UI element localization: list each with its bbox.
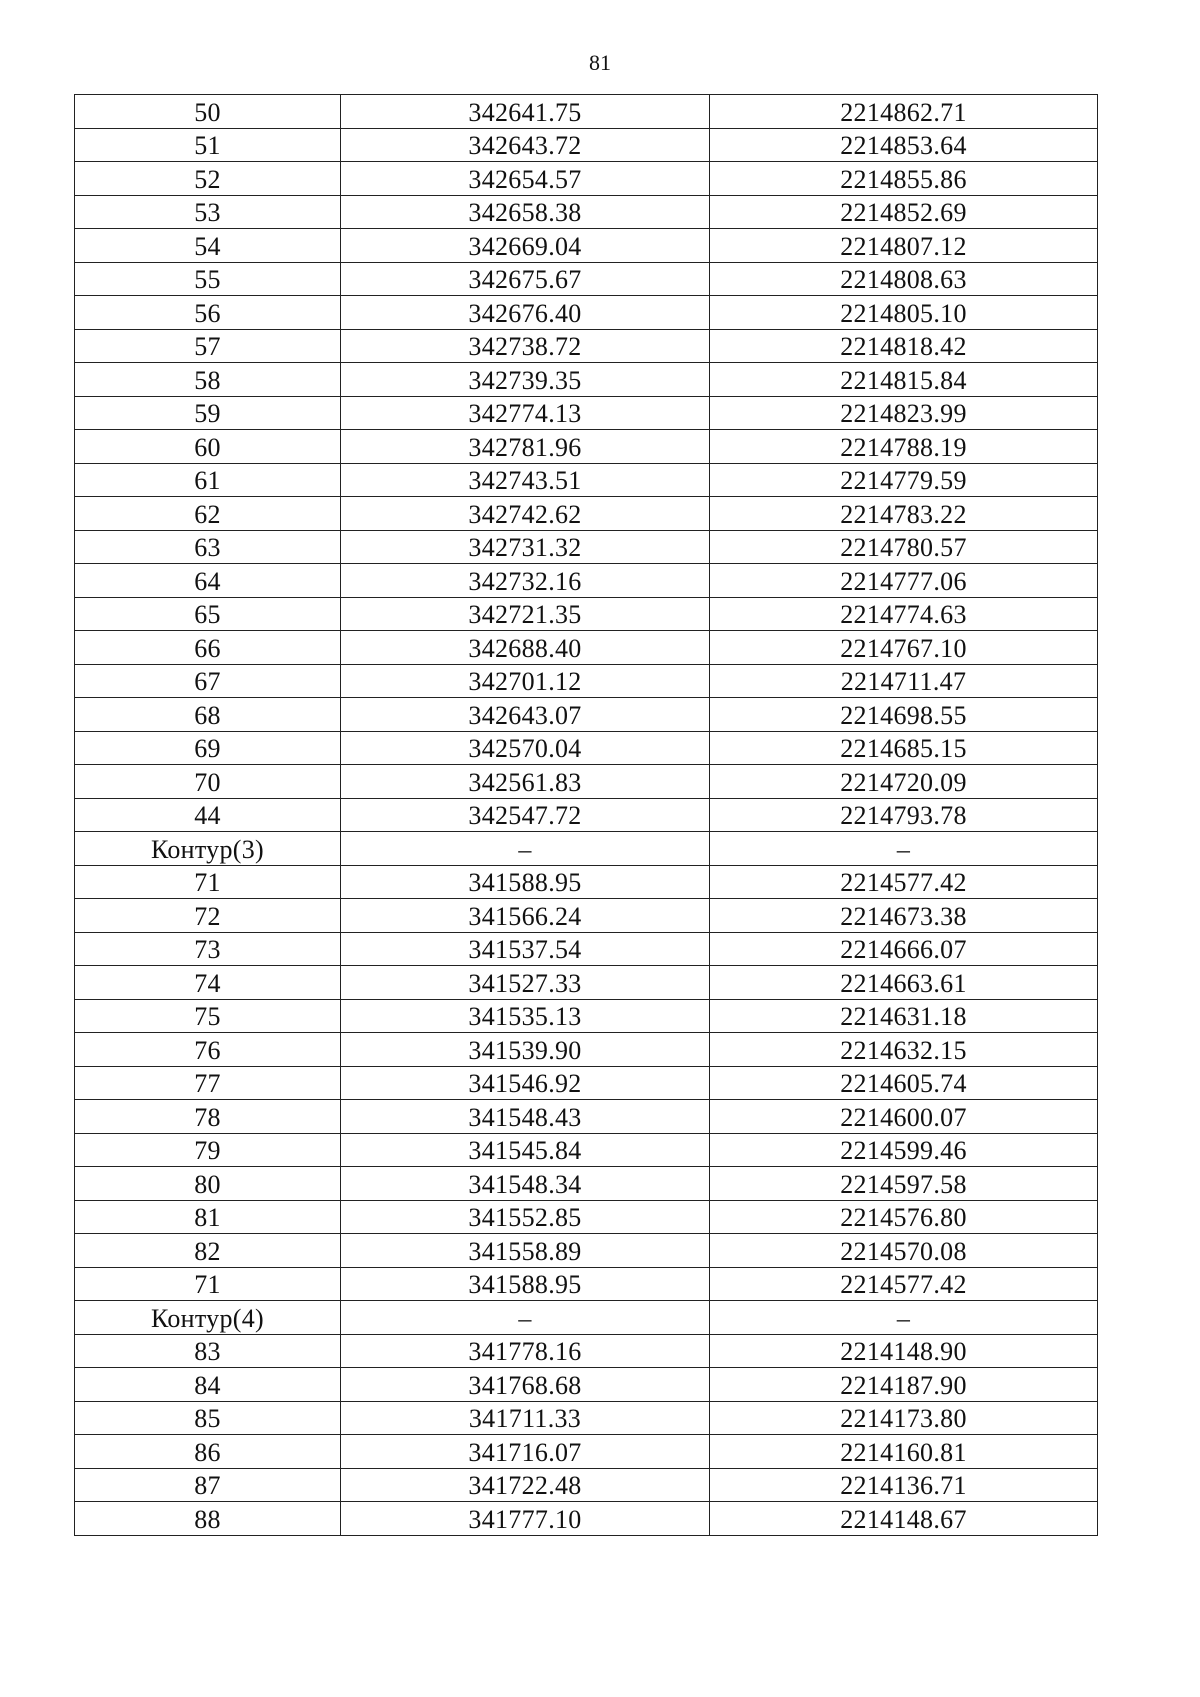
point-number-cell: 61 bbox=[75, 463, 341, 497]
point-number-cell: Контур(4) bbox=[75, 1301, 341, 1335]
table-row bbox=[75, 1033, 1098, 1067]
point-number-cell: 53 bbox=[75, 195, 341, 229]
point-number-cell: 57 bbox=[75, 329, 341, 363]
y-coordinate-cell: 2214783.22 bbox=[710, 497, 1098, 531]
y-coordinate-cell: 2214774.63 bbox=[710, 597, 1098, 631]
table-row bbox=[75, 865, 1098, 899]
x-coordinate-cell: 342732.16 bbox=[341, 564, 710, 598]
y-coordinate-cell: 2214148.90 bbox=[710, 1334, 1098, 1368]
y-coordinate-cell: 2214577.42 bbox=[710, 865, 1098, 899]
table-row bbox=[75, 128, 1098, 162]
table-row bbox=[75, 966, 1098, 1000]
point-number-cell: 54 bbox=[75, 229, 341, 263]
point-number-cell: 50 bbox=[75, 95, 341, 129]
point-number-cell: 71 bbox=[75, 865, 341, 899]
table-row bbox=[75, 329, 1098, 363]
page-number: 81 bbox=[589, 50, 611, 75]
point-number-cell: 64 bbox=[75, 564, 341, 598]
y-coordinate-cell: 2214570.08 bbox=[710, 1234, 1098, 1268]
table-row bbox=[75, 1435, 1098, 1469]
point-number-cell: 76 bbox=[75, 1033, 341, 1067]
y-coordinate-cell: 2214807.12 bbox=[710, 229, 1098, 263]
y-coordinate-cell: 2214818.42 bbox=[710, 329, 1098, 363]
y-coordinate-cell: 2214673.38 bbox=[710, 899, 1098, 933]
y-coordinate-cell: – bbox=[710, 832, 1098, 866]
point-number-cell: 73 bbox=[75, 932, 341, 966]
x-coordinate-cell: 341588.95 bbox=[341, 865, 710, 899]
y-coordinate-cell: 2214780.57 bbox=[710, 530, 1098, 564]
point-number-cell: 66 bbox=[75, 631, 341, 665]
point-number-cell: 75 bbox=[75, 999, 341, 1033]
point-number-cell: 71 bbox=[75, 1267, 341, 1301]
table-row bbox=[75, 631, 1098, 665]
x-coordinate-cell: 342654.57 bbox=[341, 162, 710, 196]
y-coordinate-cell: – bbox=[710, 1301, 1098, 1335]
point-number-cell: 52 bbox=[75, 162, 341, 196]
table-row bbox=[75, 497, 1098, 531]
point-number-cell: 56 bbox=[75, 296, 341, 330]
x-coordinate-cell: 342658.38 bbox=[341, 195, 710, 229]
point-number-cell: 70 bbox=[75, 765, 341, 799]
y-coordinate-cell: 2214632.15 bbox=[710, 1033, 1098, 1067]
y-coordinate-cell: 2214808.63 bbox=[710, 262, 1098, 296]
table-row bbox=[75, 798, 1098, 832]
y-coordinate-cell: 2214187.90 bbox=[710, 1368, 1098, 1402]
table-row bbox=[75, 262, 1098, 296]
y-coordinate-cell: 2214805.10 bbox=[710, 296, 1098, 330]
coordinates-table bbox=[74, 94, 1098, 1536]
table-row bbox=[75, 1334, 1098, 1368]
x-coordinate-cell: 341537.54 bbox=[341, 932, 710, 966]
point-number-cell: 58 bbox=[75, 363, 341, 397]
x-coordinate-cell: 342688.40 bbox=[341, 631, 710, 665]
point-number-cell: 74 bbox=[75, 966, 341, 1000]
point-number-cell: 59 bbox=[75, 396, 341, 430]
table-row bbox=[75, 1066, 1098, 1100]
table-row bbox=[75, 1200, 1098, 1234]
y-coordinate-cell: 2214631.18 bbox=[710, 999, 1098, 1033]
table-row bbox=[75, 463, 1098, 497]
point-number-cell: 78 bbox=[75, 1100, 341, 1134]
x-coordinate-cell: 341552.85 bbox=[341, 1200, 710, 1234]
table-row bbox=[75, 1267, 1098, 1301]
table-row bbox=[75, 1301, 1098, 1335]
x-coordinate-cell: 341558.89 bbox=[341, 1234, 710, 1268]
table-row bbox=[75, 698, 1098, 732]
table-row bbox=[75, 363, 1098, 397]
table-row bbox=[75, 731, 1098, 765]
y-coordinate-cell: 2214855.86 bbox=[710, 162, 1098, 196]
y-coordinate-cell: 2214666.07 bbox=[710, 932, 1098, 966]
x-coordinate-cell: 341778.16 bbox=[341, 1334, 710, 1368]
table-row bbox=[75, 396, 1098, 430]
point-number-cell: 83 bbox=[75, 1334, 341, 1368]
x-coordinate-cell: 341545.84 bbox=[341, 1133, 710, 1167]
table-row bbox=[75, 162, 1098, 196]
y-coordinate-cell: 2214720.09 bbox=[710, 765, 1098, 799]
x-coordinate-cell: 341566.24 bbox=[341, 899, 710, 933]
x-coordinate-cell: 342721.35 bbox=[341, 597, 710, 631]
table-row bbox=[75, 899, 1098, 933]
y-coordinate-cell: 2214777.06 bbox=[710, 564, 1098, 598]
x-coordinate-cell: 342739.35 bbox=[341, 363, 710, 397]
x-coordinate-cell: 341588.95 bbox=[341, 1267, 710, 1301]
x-coordinate-cell: 342570.04 bbox=[341, 731, 710, 765]
y-coordinate-cell: 2214600.07 bbox=[710, 1100, 1098, 1134]
point-number-cell: 82 bbox=[75, 1234, 341, 1268]
x-coordinate-cell: 342738.72 bbox=[341, 329, 710, 363]
point-number-cell: 77 bbox=[75, 1066, 341, 1100]
x-coordinate-cell: 341548.43 bbox=[341, 1100, 710, 1134]
y-coordinate-cell: 2214767.10 bbox=[710, 631, 1098, 665]
table-row bbox=[75, 564, 1098, 598]
x-coordinate-cell: 342701.12 bbox=[341, 664, 710, 698]
y-coordinate-cell: 2214576.80 bbox=[710, 1200, 1098, 1234]
table-row bbox=[75, 999, 1098, 1033]
point-number-cell: 84 bbox=[75, 1368, 341, 1402]
point-number-cell: 85 bbox=[75, 1401, 341, 1435]
point-number-cell: 67 bbox=[75, 664, 341, 698]
y-coordinate-cell: 2214853.64 bbox=[710, 128, 1098, 162]
x-coordinate-cell: 342731.32 bbox=[341, 530, 710, 564]
x-coordinate-cell: 341722.48 bbox=[341, 1468, 710, 1502]
point-number-cell: 69 bbox=[75, 731, 341, 765]
point-number-cell: 44 bbox=[75, 798, 341, 832]
table-row bbox=[75, 430, 1098, 464]
y-coordinate-cell: 2214605.74 bbox=[710, 1066, 1098, 1100]
x-coordinate-cell: 341548.34 bbox=[341, 1167, 710, 1201]
x-coordinate-cell: 342561.83 bbox=[341, 765, 710, 799]
table-row bbox=[75, 597, 1098, 631]
table-row bbox=[75, 664, 1098, 698]
table-row bbox=[75, 832, 1098, 866]
table-row bbox=[75, 1468, 1098, 1502]
y-coordinate-cell: 2214663.61 bbox=[710, 966, 1098, 1000]
point-number-cell: 80 bbox=[75, 1167, 341, 1201]
y-coordinate-cell: 2214148.67 bbox=[710, 1502, 1098, 1536]
x-coordinate-cell: 342743.51 bbox=[341, 463, 710, 497]
y-coordinate-cell: 2214685.15 bbox=[710, 731, 1098, 765]
table-row bbox=[75, 1234, 1098, 1268]
table-row bbox=[75, 229, 1098, 263]
point-number-cell: 63 bbox=[75, 530, 341, 564]
x-coordinate-cell: 342781.96 bbox=[341, 430, 710, 464]
point-number-cell: 55 bbox=[75, 262, 341, 296]
y-coordinate-cell: 2214711.47 bbox=[710, 664, 1098, 698]
x-coordinate-cell: 342643.07 bbox=[341, 698, 710, 732]
y-coordinate-cell: 2214779.59 bbox=[710, 463, 1098, 497]
y-coordinate-cell: 2214815.84 bbox=[710, 363, 1098, 397]
point-number-cell: 88 bbox=[75, 1502, 341, 1536]
x-coordinate-cell: 342669.04 bbox=[341, 229, 710, 263]
y-coordinate-cell: 2214160.81 bbox=[710, 1435, 1098, 1469]
y-coordinate-cell: 2214173.80 bbox=[710, 1401, 1098, 1435]
x-coordinate-cell: 342641.75 bbox=[341, 95, 710, 129]
point-number-cell: 81 bbox=[75, 1200, 341, 1234]
point-number-cell: 86 bbox=[75, 1435, 341, 1469]
coordinates-table-body bbox=[75, 95, 1098, 1536]
point-number-cell: Контур(3) bbox=[75, 832, 341, 866]
y-coordinate-cell: 2214793.78 bbox=[710, 798, 1098, 832]
x-coordinate-cell: 341539.90 bbox=[341, 1033, 710, 1067]
x-coordinate-cell: 342676.40 bbox=[341, 296, 710, 330]
y-coordinate-cell: 2214136.71 bbox=[710, 1468, 1098, 1502]
point-number-cell: 79 bbox=[75, 1133, 341, 1167]
table-row bbox=[75, 95, 1098, 129]
y-coordinate-cell: 2214597.58 bbox=[710, 1167, 1098, 1201]
x-coordinate-cell: 341716.07 bbox=[341, 1435, 710, 1469]
x-coordinate-cell: 342547.72 bbox=[341, 798, 710, 832]
point-number-cell: 60 bbox=[75, 430, 341, 464]
table-row bbox=[75, 195, 1098, 229]
point-number-cell: 65 bbox=[75, 597, 341, 631]
table-row bbox=[75, 1368, 1098, 1402]
table-row bbox=[75, 932, 1098, 966]
table-row bbox=[75, 296, 1098, 330]
table-row bbox=[75, 1133, 1098, 1167]
point-number-cell: 51 bbox=[75, 128, 341, 162]
table-row bbox=[75, 530, 1098, 564]
y-coordinate-cell: 2214577.42 bbox=[710, 1267, 1098, 1301]
x-coordinate-cell: 342643.72 bbox=[341, 128, 710, 162]
x-coordinate-cell: – bbox=[341, 832, 710, 866]
x-coordinate-cell: 341711.33 bbox=[341, 1401, 710, 1435]
point-number-cell: 68 bbox=[75, 698, 341, 732]
x-coordinate-cell: 341768.68 bbox=[341, 1368, 710, 1402]
x-coordinate-cell: 341777.10 bbox=[341, 1502, 710, 1536]
table-row bbox=[75, 1100, 1098, 1134]
y-coordinate-cell: 2214823.99 bbox=[710, 396, 1098, 430]
y-coordinate-cell: 2214599.46 bbox=[710, 1133, 1098, 1167]
x-coordinate-cell: – bbox=[341, 1301, 710, 1335]
table-row bbox=[75, 1401, 1098, 1435]
y-coordinate-cell: 2214862.71 bbox=[710, 95, 1098, 129]
y-coordinate-cell: 2214698.55 bbox=[710, 698, 1098, 732]
x-coordinate-cell: 341535.13 bbox=[341, 999, 710, 1033]
point-number-cell: 62 bbox=[75, 497, 341, 531]
x-coordinate-cell: 341546.92 bbox=[341, 1066, 710, 1100]
x-coordinate-cell: 342675.67 bbox=[341, 262, 710, 296]
table-row bbox=[75, 1167, 1098, 1201]
point-number-cell: 87 bbox=[75, 1468, 341, 1502]
table-row bbox=[75, 765, 1098, 799]
y-coordinate-cell: 2214852.69 bbox=[710, 195, 1098, 229]
x-coordinate-cell: 342774.13 bbox=[341, 396, 710, 430]
x-coordinate-cell: 341527.33 bbox=[341, 966, 710, 1000]
x-coordinate-cell: 342742.62 bbox=[341, 497, 710, 531]
y-coordinate-cell: 2214788.19 bbox=[710, 430, 1098, 464]
table-row bbox=[75, 1502, 1098, 1536]
point-number-cell: 72 bbox=[75, 899, 341, 933]
